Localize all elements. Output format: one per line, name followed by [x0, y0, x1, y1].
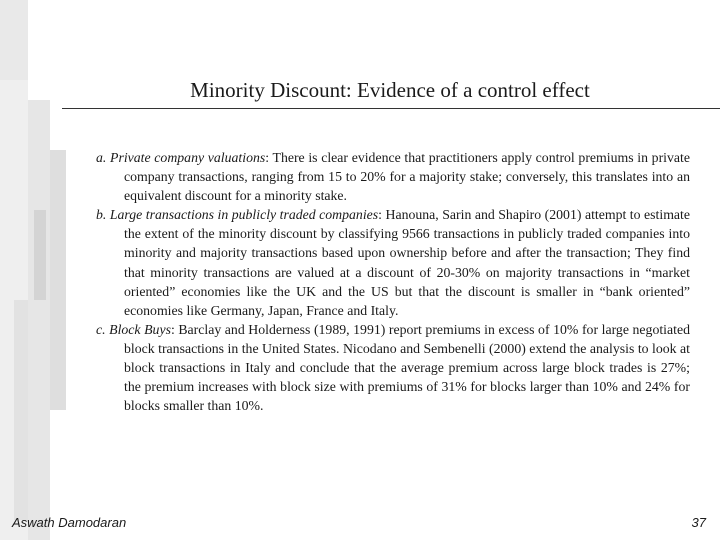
item-lead: b. Large transactions in publicly traded companies — [96, 207, 379, 223]
title-divider — [62, 108, 720, 109]
item-lead: c. Block Buys — [96, 321, 171, 337]
item-text: : There is clear evidence that practitioners apply control premiums in private company transactions, ranging from 15 to 20% for a majority stake; conversely, this translates into an equivalent discount for a minority stake. — [124, 150, 690, 204]
item-lead: a. Private company valuations — [96, 150, 266, 165]
decorative-bar — [50, 150, 66, 410]
decorative-bar — [34, 210, 46, 300]
page-number: 37 — [691, 515, 706, 530]
slide-title: Minority Discount: Evidence of a control effect — [190, 78, 590, 102]
list-item — [96, 320, 690, 415]
list-item — [96, 205, 690, 320]
list-item — [96, 148, 690, 205]
slide-body — [96, 148, 690, 415]
decorative-bar — [28, 100, 50, 540]
footer-author: Aswath Damodaran — [12, 515, 127, 530]
decorative-bar — [14, 300, 28, 520]
item-text: : Hanouna, Sarin and Shapiro (2001) attempt to estimate the extent of the minority discount by classifying 9566 transactions in publicly traded companies into minority and majority transactions based upon ownership before and after the transaction; They find that minority transactions are valued at a discount of 20-30% on majority transactions in “market oriented” economies like the UK and the US but that the discount is smaller in “bank oriented” economies like Germany, Japan, France and Italy. — [124, 207, 691, 318]
decorative-bar — [0, 0, 28, 80]
item-text: : Barclay and Holderness (1989, 1991) report premiums in excess of 10% for large negotiated block transactions in the United States. Nicodano and Sembenelli (2000) extend the analysis to look at block transactions in Italy and conclude that the average premium across large block trades is 27%; the premium increases with block size with premiums of 31% for blocks larger than 10% and 24% for blocks smaller than 10%. — [124, 321, 690, 414]
